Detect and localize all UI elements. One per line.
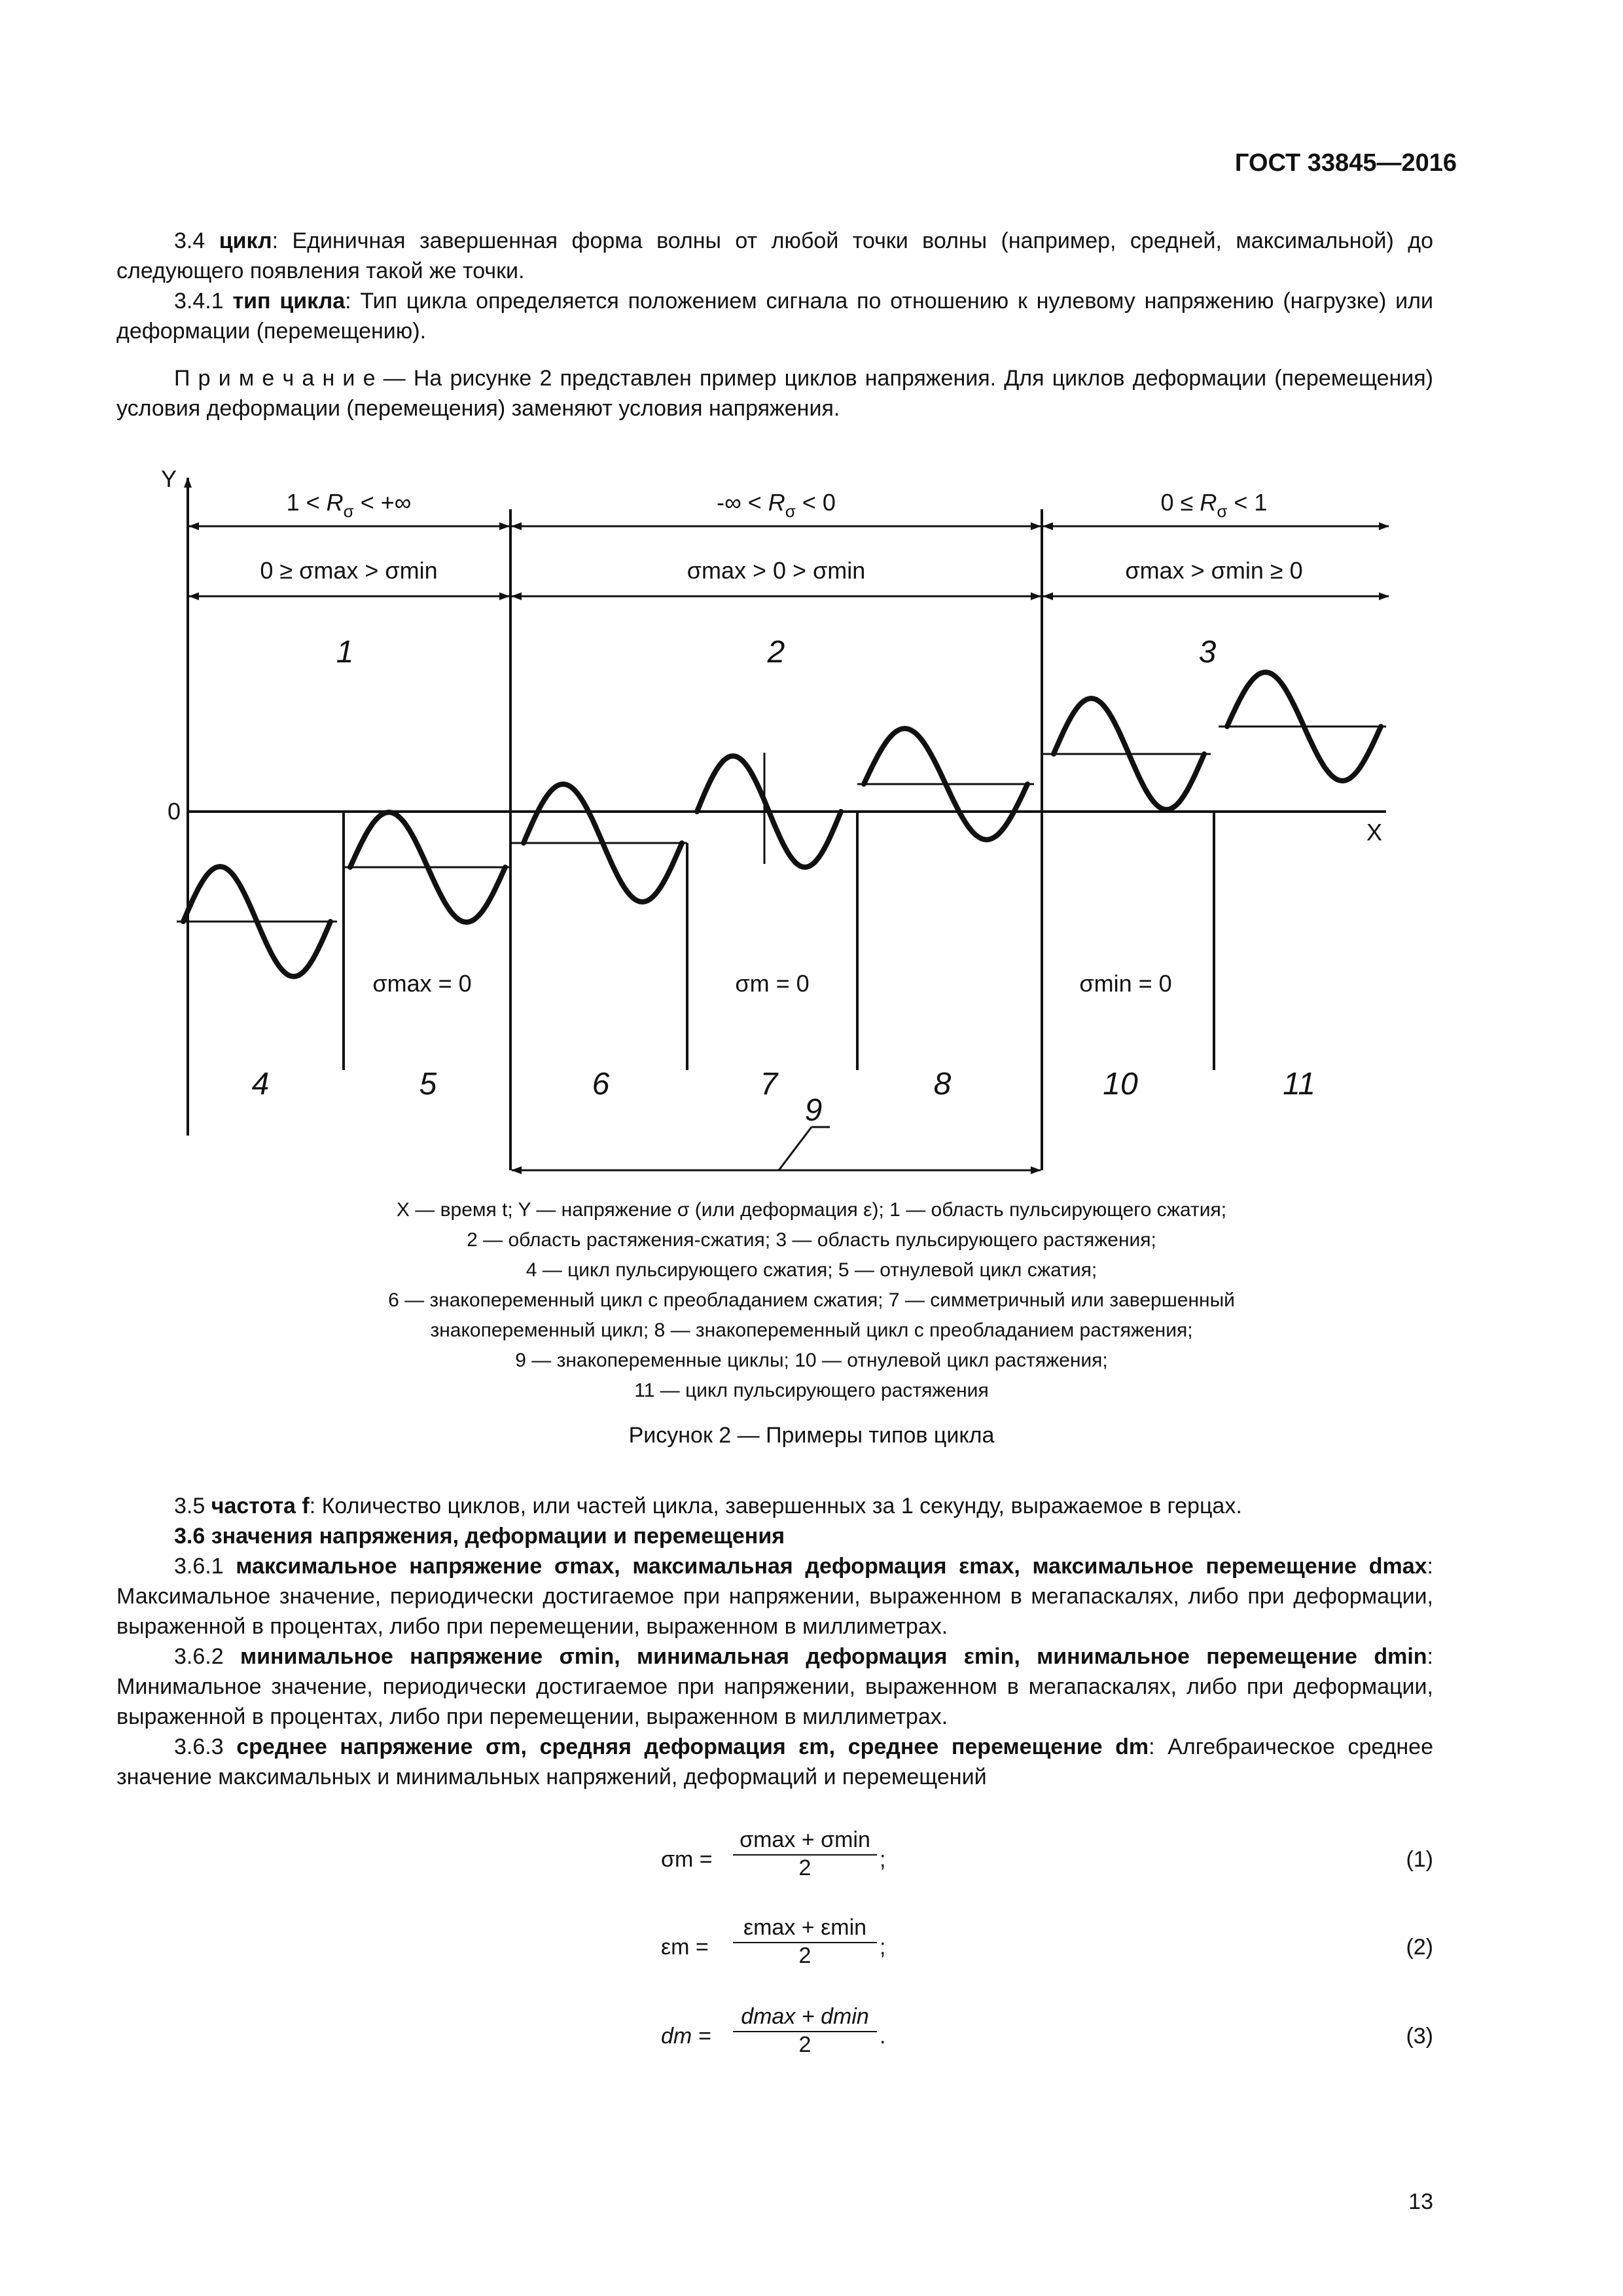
equation-number-3: (3): [1406, 2024, 1433, 2049]
r-range-3: $0 \le R_\sigma < 1$: [1160, 489, 1268, 521]
clause-number: 3.4: [174, 228, 219, 253]
clause-3-6: 3.6 значения напряжения, деформации и перемещения: [174, 1524, 785, 1549]
equation-3-fraction: [733, 2004, 877, 2058]
cycle-number-4: 4: [251, 1067, 270, 1102]
leader-line-9: [779, 1127, 812, 1170]
equation-2-end: ;: [880, 1935, 886, 1960]
r-range-2: -∞ < $R_\sigma < 0$: [717, 489, 836, 521]
cycle-number-7: 7: [760, 1067, 778, 1102]
equation-1-end: ;: [880, 1847, 886, 1872]
term: цикл: [219, 228, 272, 253]
clause-3-6-1: 3.6.1 максимальное напряжение σmax, максимальная деформация εmax, максимальное перемещение dmax: Максимальное значение, периодически достигаемое при напряжении, выраженном в мегапаскалях, либо при деформации, выраженной в процентах, либо при перемещении, выраженном в миллиметрах.: [116, 1554, 1433, 1639]
cycle-types-figure: [0, 452, 1623, 1191]
note-text: — На рисунке 2 представлен пример циклов напряжения. Для циклов деформации (перемещения) условия деформации (перемещения) заменяют условия напряжения.: [116, 366, 1433, 421]
cycle-number-11: 11: [1283, 1067, 1315, 1102]
clauses-3-5-3-6: [116, 1491, 1433, 1792]
equation-3: [661, 2024, 711, 2049]
condition-zone-3: σmax > σmin ≥ 0: [1125, 557, 1303, 584]
zone-number-3: 3: [1198, 635, 1217, 670]
condition-sigma-m-zero: σm = 0: [735, 970, 810, 997]
numerator: εmax + εmin: [733, 1915, 877, 1943]
definition: : Тип цикла определяется положением сигнала по отношению к нулевому напряжению (нагрузке) или деформации (перемещению).: [116, 289, 1434, 344]
legend-line: 2 — область растяжения-сжатия; 3 — область пульсирующего растяжения;: [467, 1229, 1156, 1251]
legend-line: 11 — цикл пульсирующего растяжения: [634, 1380, 989, 1401]
zone-number-1: 1: [336, 635, 354, 670]
condition-sigma-min-zero: σmin = 0: [1079, 970, 1172, 997]
cycle-number-6: 6: [592, 1067, 610, 1102]
legend-line: 9 — знакопеременные циклы; 10 — отнулевой цикл растяжения;: [515, 1350, 1108, 1371]
denominator: 2: [798, 1856, 812, 1880]
equation-2: [661, 1935, 709, 1960]
condition-sigma-max-zero: σmax = 0: [372, 970, 472, 997]
figure-legend: [157, 1195, 1466, 1406]
page-number: 13: [1408, 2189, 1433, 2214]
equation-2-fraction: [733, 1915, 877, 1969]
equation-number-2: (2): [1406, 1935, 1433, 1960]
clause-3-6-3: 3.6.3 среднее напряжение σm, средняя деформация εm, среднее перемещение dm: Алгебраическое среднее значение максимальных и минимальных напряжений, деформаций и перемещений: [116, 1734, 1433, 1789]
clause-number: 3.4.1: [174, 289, 233, 314]
cycle-number-5: 5: [419, 1067, 437, 1102]
clause-3-6-2: 3.6.2 минимальное напряжение σmin, минимальная деформация εmin, минимальное перемещение dmin: Минимальное значение, периодически достигаемое при напряжении, выраженном в мегапаскалях, либо при деформации, выраженной в процентах, либо при перемещении, выраженном в миллиметрах.: [116, 1644, 1433, 1729]
clause-3-5: 3.5 частота f: Количество циклов, или частей цикла, завершенных за 1 секунду, выражаемое в герцах.: [174, 1494, 1242, 1518]
cycle-number-9: 9: [804, 1093, 823, 1128]
definition: : Единичная завершенная форма волны от любой точки волны (например, средней, максимальной) до следующего появления такой же точки.: [116, 228, 1434, 283]
zone-number-2: 2: [767, 635, 785, 670]
note: [116, 363, 1433, 423]
legend-line: знакопеременный цикл; 8 — знакопеременный цикл с преобладанием растяжения;: [430, 1319, 1193, 1341]
condition-zone-1: 0 ≥ σmax > σmin: [260, 557, 438, 584]
figure-title: Рисунок 2 — Примеры типов цикла: [628, 1423, 995, 1448]
equation-lhs: dm =: [661, 2024, 711, 2049]
legend-line: X — время t; Y — напряжение σ (или деформация ε); 1 — область пульсирующего сжатия;: [396, 1199, 1227, 1221]
term: тип цикла: [232, 289, 346, 314]
numerator: σmax + σmin: [733, 1827, 877, 1856]
x-axis-label: X: [1366, 819, 1383, 846]
y-axis-label: Y: [161, 465, 177, 492]
equation-3-end: .: [880, 2024, 886, 2049]
cycle-number-8: 8: [933, 1067, 952, 1102]
condition-zone-2: σmax > 0 > σmin: [687, 557, 866, 584]
r-range-1: $1 < R_\sigma$ < +∞: [286, 489, 412, 521]
denominator: 2: [798, 1943, 812, 1968]
document-id: ГОСТ 33845—2016: [1234, 149, 1457, 177]
equation-1: [661, 1847, 713, 1873]
clause-3-4: [116, 226, 1433, 346]
legend-line: 6 — знакопеременный цикл с преобладанием сжатия; 7 — симметричный или завершенный: [388, 1289, 1235, 1311]
note-label: П р и м е ч а н и е: [174, 366, 376, 391]
denominator: 2: [798, 2032, 812, 2057]
zero-label: 0: [168, 798, 181, 825]
equation-lhs: εm =: [661, 1935, 709, 1960]
legend-line: 4 — цикл пульсирующего сжатия; 5 — отнулевой цикл сжатия;: [526, 1259, 1097, 1281]
equation-lhs: σm =: [661, 1847, 713, 1872]
equation-number-1: (1): [1406, 1847, 1433, 1872]
numerator: dmax + dmin: [733, 2004, 877, 2032]
equation-1-fraction: [733, 1827, 877, 1881]
cycle-number-10: 10: [1103, 1067, 1138, 1102]
